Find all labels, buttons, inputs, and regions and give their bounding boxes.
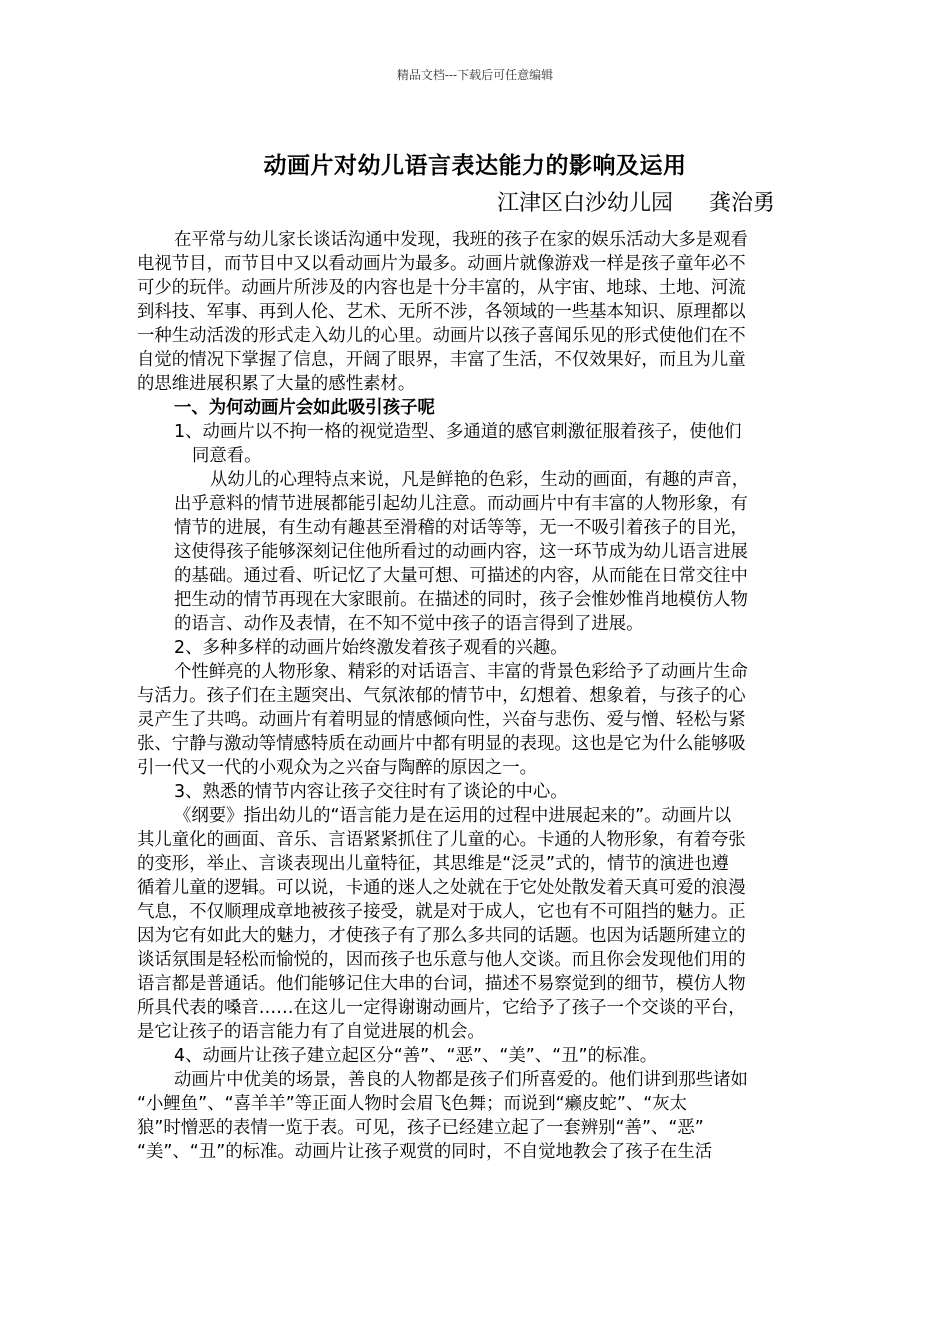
paragraph-line: 的基础。通过看、听记忆了大量可想、可描述的内容，从而能在日常交往中 [174, 566, 748, 586]
paragraph-line: 电视节目，而节目中又以看动画片为最多。动画片就像游戏一样是孩子童年必不 [137, 254, 746, 274]
header-note: 精品文档---下载后可任意编辑 [396, 68, 554, 82]
paragraph-line: 到科技、军事、再到人伦、艺术、无所不涉，各领域的一些基本知识、原理都以 [137, 302, 746, 322]
paragraph-line: 在平常与幼儿家长谈话沟通中发现，我班的孩子在家的娱乐活动大多是观看 [174, 230, 748, 250]
paragraph-line: 灵产生了共鸣。动画片有着明显的情感倾向性，兴奋与悲伤、爱与憎、轻松与紧 [137, 710, 746, 730]
paragraph-line: 张、宁静与激动等情感特质在动画片中都有明显的表现。这也是它为什么能够吸 [137, 734, 746, 754]
document-title: 动画片对幼儿语言表达能力的影响及运用 [263, 153, 687, 179]
author-line [497, 186, 775, 217]
author-school: 江津区白沙幼儿园 [497, 191, 674, 216]
subheading-line: 4、动画片让孩子建立起区分“善”、“恶”、“美”、“丑”的标准。 [174, 1046, 658, 1066]
paragraph-line: 的语言、动作及表情，在不知不觉中孩子的语言得到了进展。 [174, 614, 644, 634]
paragraph-line: 狼”时憎恶的表情一览于表。可见，孩子已经建立起了一套辨别“善”、“恶” [137, 1118, 704, 1138]
paragraph-line: 的思维进展积累了大量的感性素材。 [137, 374, 416, 394]
paragraph-line: 与活力。孩子们在主题突出、气氛浓郁的情节中，幻想着、想象着，与孩子的心 [137, 686, 746, 706]
paragraph-line: 《纲要》指出幼儿的“语言能力是在运用的过程中进展起来的”。动画片以 [174, 806, 732, 826]
subheading-line: 1、动画片以不拘一格的视觉造型、多通道的感官刺激征服着孩子，使他们 [174, 422, 742, 442]
paragraph-line: 个性鲜亮的人物形象、精彩的对话语言、丰富的背景色彩给予了动画片生命 [174, 662, 748, 682]
paragraph-line: 谈话氛围是轻松而愉悦的，因而孩子也乐意与他人交谈。而且你会发现他们用的 [137, 950, 746, 970]
subheading-line: 3、熟悉的情节内容让孩子交往时有了谈论的中心。 [174, 782, 568, 802]
paragraph-line: 出乎意料的情节进展都能引起幼儿注意。而动画片中有丰富的人物形象，有 [174, 494, 748, 514]
paragraph-line: 气息，不仅顺理成章地被孩子接受，就是对于成人，它也有不可阻挡的魅力。正 [137, 902, 746, 922]
paragraph-line: 可少的玩伴。动画片所涉及的内容也是十分丰富的，从宇宙、地球、土地、河流 [137, 278, 746, 298]
paragraph-line: 的变形，举止、言谈表现出儿童特征，其思维是“泛灵”式的，情节的演进也遵 [137, 854, 729, 874]
paragraph-line: 循着儿童的逻辑。可以说，卡通的迷人之处就在于它处处散发着天真可爱的浪漫 [137, 878, 746, 898]
paragraph-line: 其儿童化的画面、音乐、言语紧紧抓住了儿童的心。卡通的人物形象，有着夸张 [137, 830, 746, 850]
paragraph-line: “美”、“丑”的标准。动画片让孩子观赏的同时，不自觉地教会了孩子在生活 [137, 1142, 713, 1162]
paragraph-line: 所具代表的嗓音……在这儿一定得谢谢动画片，它给予了孩子一个交谈的平台， [137, 998, 746, 1018]
paragraph-line: 引一代又一代的小观众为之兴奋与陶醉的原因之一。 [137, 758, 537, 778]
paragraph-line: “小鲤鱼”、“喜羊羊”等正面人物时会眉飞色舞；而说到“癞皮蛇”、“灰太 [137, 1094, 688, 1114]
paragraph-line: 从幼儿的心理特点来说，凡是鲜艳的色彩，生动的画面，有趣的声音， [210, 470, 750, 490]
paragraph-line: 把生动的情节再现在大家眼前。在描述的同时，孩子会惟妙惟肖地模仿人物 [174, 590, 748, 610]
paragraph-line: 因为它有如此大的魅力，才使孩子有了那么多共同的话题。也因为话题所建立的 [137, 926, 746, 946]
paragraph-line: 一种生动活泼的形式走入幼儿的心里。动画片以孩子喜闻乐见的形式使他们在不 [137, 326, 746, 346]
paragraph-line: 自觉的情况下掌握了信息，开阔了眼界，丰富了生活，不仅效果好，而且为儿童 [137, 350, 746, 370]
paragraph-line: 动画片中优美的场景，善良的人物都是孩子们所喜爱的。他们讲到那些诸如 [174, 1070, 748, 1090]
subheading-line: 同意看。 [192, 446, 262, 466]
section-heading: 一、为何动画片会如此吸引孩子呢 [174, 398, 435, 418]
paragraph-line: 情节的进展，有生动有趣甚至滑稽的对话等等，无一不吸引着孩子的目光， [174, 518, 748, 538]
paragraph-line: 是它让孩子的语言能力有了自觉进展的机会。 [137, 1022, 485, 1042]
subheading-line: 2、多种多样的动画片始终激发着孩子观看的兴趣。 [174, 638, 568, 658]
paragraph-line: 这使得孩子能够深刻记住他所看过的动画内容，这一环节成为幼儿语言进展 [174, 542, 748, 562]
author-name: 龚治勇 [709, 191, 776, 216]
paragraph-line: 语言都是普通话。他们能够记住大串的台词，描述不易察觉到的细节，模仿人物 [137, 974, 746, 994]
